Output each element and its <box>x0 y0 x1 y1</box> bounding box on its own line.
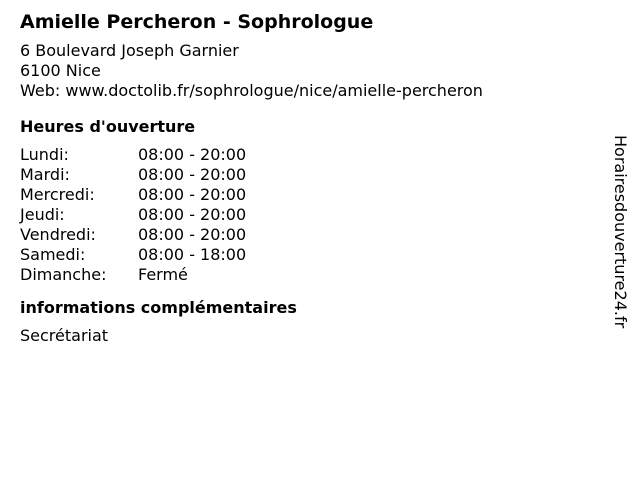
opening-hours-heading: Heures d'ouverture <box>20 117 196 136</box>
business-name: Amielle Percheron - Sophrologue <box>20 11 374 33</box>
hours-row-thursday <box>20 205 600 225</box>
hours-row-monday <box>20 145 600 165</box>
day-label: Samedi: <box>20 245 86 264</box>
hours-row-sunday <box>20 265 600 285</box>
time-value: 08:00 - 20:00 <box>138 205 247 224</box>
website-line[interactable]: Web: www.doctolib.fr/sophrologue/nice/amielle-percheron <box>20 81 483 100</box>
day-label: Jeudi: <box>20 205 65 224</box>
address-line-2: 6100 Nice <box>20 61 101 80</box>
additional-info-heading: informations complémentaires <box>20 298 297 317</box>
hours-row-tuesday <box>20 165 600 185</box>
time-value: 08:00 - 20:00 <box>138 225 247 244</box>
additional-info-text: Secrétariat <box>20 326 109 345</box>
time-value: 08:00 - 20:00 <box>138 145 247 164</box>
hours-row-saturday <box>20 245 600 265</box>
day-label: Lundi: <box>20 145 69 164</box>
hours-row-wednesday <box>20 185 600 205</box>
opening-hours-list <box>20 145 600 285</box>
site-watermark: Horairesdouverture24.fr <box>611 135 630 329</box>
business-info-card <box>20 9 600 346</box>
day-label: Dimanche: <box>20 265 107 284</box>
time-value: 08:00 - 20:00 <box>138 165 247 184</box>
time-value: 08:00 - 18:00 <box>138 245 247 264</box>
time-value: Fermé <box>138 265 188 284</box>
day-label: Mercredi: <box>20 185 95 204</box>
address-line-1: 6 Boulevard Joseph Garnier <box>20 41 239 60</box>
time-value: 08:00 - 20:00 <box>138 185 247 204</box>
hours-row-friday <box>20 225 600 245</box>
day-label: Vendredi: <box>20 225 96 244</box>
day-label: Mardi: <box>20 165 70 184</box>
